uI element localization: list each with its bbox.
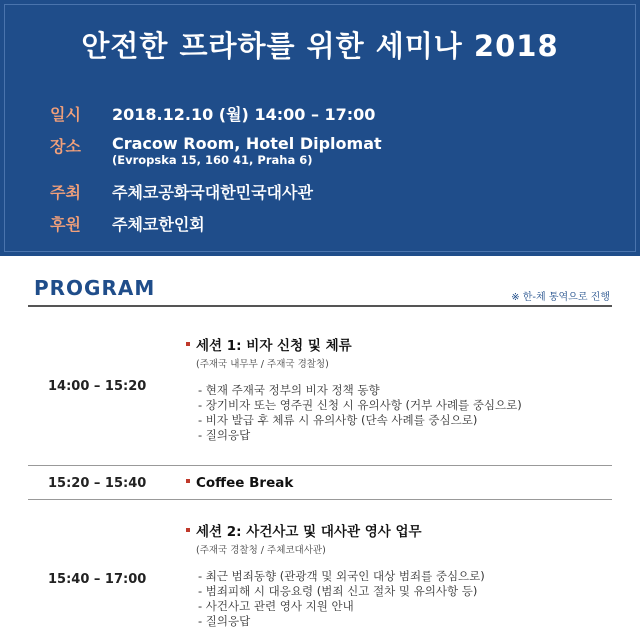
session-title: 세션 2: 사건사고 및 대사관 영사 업무 (186, 520, 485, 540)
bullet-icon (186, 342, 190, 346)
slot-time: 15:20 – 15:40 (48, 476, 147, 491)
info-label: 장소 (50, 137, 81, 156)
seminar-header (0, 0, 640, 256)
slot-time: 15:40 – 17:00 (48, 572, 147, 587)
seminar-title: 안전한 프라하를 위한 세미나 2018 (81, 29, 559, 63)
divider (28, 465, 612, 466)
bullet-icon (186, 479, 190, 483)
session-presenters: (주재국 경찰청 / 주체코대사관) (196, 545, 326, 556)
list-item: - 범죄피해 시 대응요령 (범죄 신고 절차 및 유의사항 등) (198, 584, 478, 598)
bullet-icon (186, 528, 190, 532)
coffee-break-block (186, 475, 293, 491)
interpretation-note: ※ 한-체 통역으로 진행 (511, 292, 610, 303)
info-value: 주체코공화국대한민국대사관 (112, 183, 313, 202)
info-value: Cracow Room, Hotel Diplomat (112, 134, 382, 153)
session-block (186, 520, 485, 629)
venue-address: (Evropska 15, 160 41, Praha 6) (112, 153, 313, 167)
list-item: - 비자 발급 후 체류 시 유의사항 (단속 사례를 중심으로) (198, 413, 478, 427)
program-heading: PROGRAM (34, 276, 156, 300)
session-title: 세션 1: 비자 신청 및 체류 (186, 334, 522, 354)
session-topics (198, 569, 485, 629)
info-value: 주체코한인회 (112, 215, 205, 234)
list-item: - 사건사고 관련 영사 지원 안내 (198, 599, 354, 613)
divider (28, 305, 612, 307)
info-label: 후원 (50, 215, 81, 234)
info-label: 일시 (50, 105, 81, 124)
divider (28, 499, 612, 500)
list-item: - 현재 주재국 정부의 비자 정책 동향 (198, 383, 380, 397)
list-item: - 질의응답 (198, 428, 251, 442)
session-presenters: (주재국 내무부 / 주재국 경찰청) (196, 359, 329, 370)
list-item: - 최근 범죄동향 (관광객 및 외국인 대상 범죄를 중심으로) (198, 569, 485, 583)
session-topics (198, 383, 522, 443)
info-label: 주최 (50, 183, 81, 202)
list-item: - 질의응답 (198, 614, 251, 628)
session-block (186, 334, 522, 443)
info-value: 2018.12.10 (월) 14:00 – 17:00 (112, 105, 376, 124)
session-title: Coffee Break (186, 475, 293, 491)
list-item: - 장기비자 또는 영주권 신청 시 유의사항 (거부 사례를 중심으로) (198, 398, 522, 412)
slot-time: 14:00 – 15:20 (48, 379, 147, 394)
